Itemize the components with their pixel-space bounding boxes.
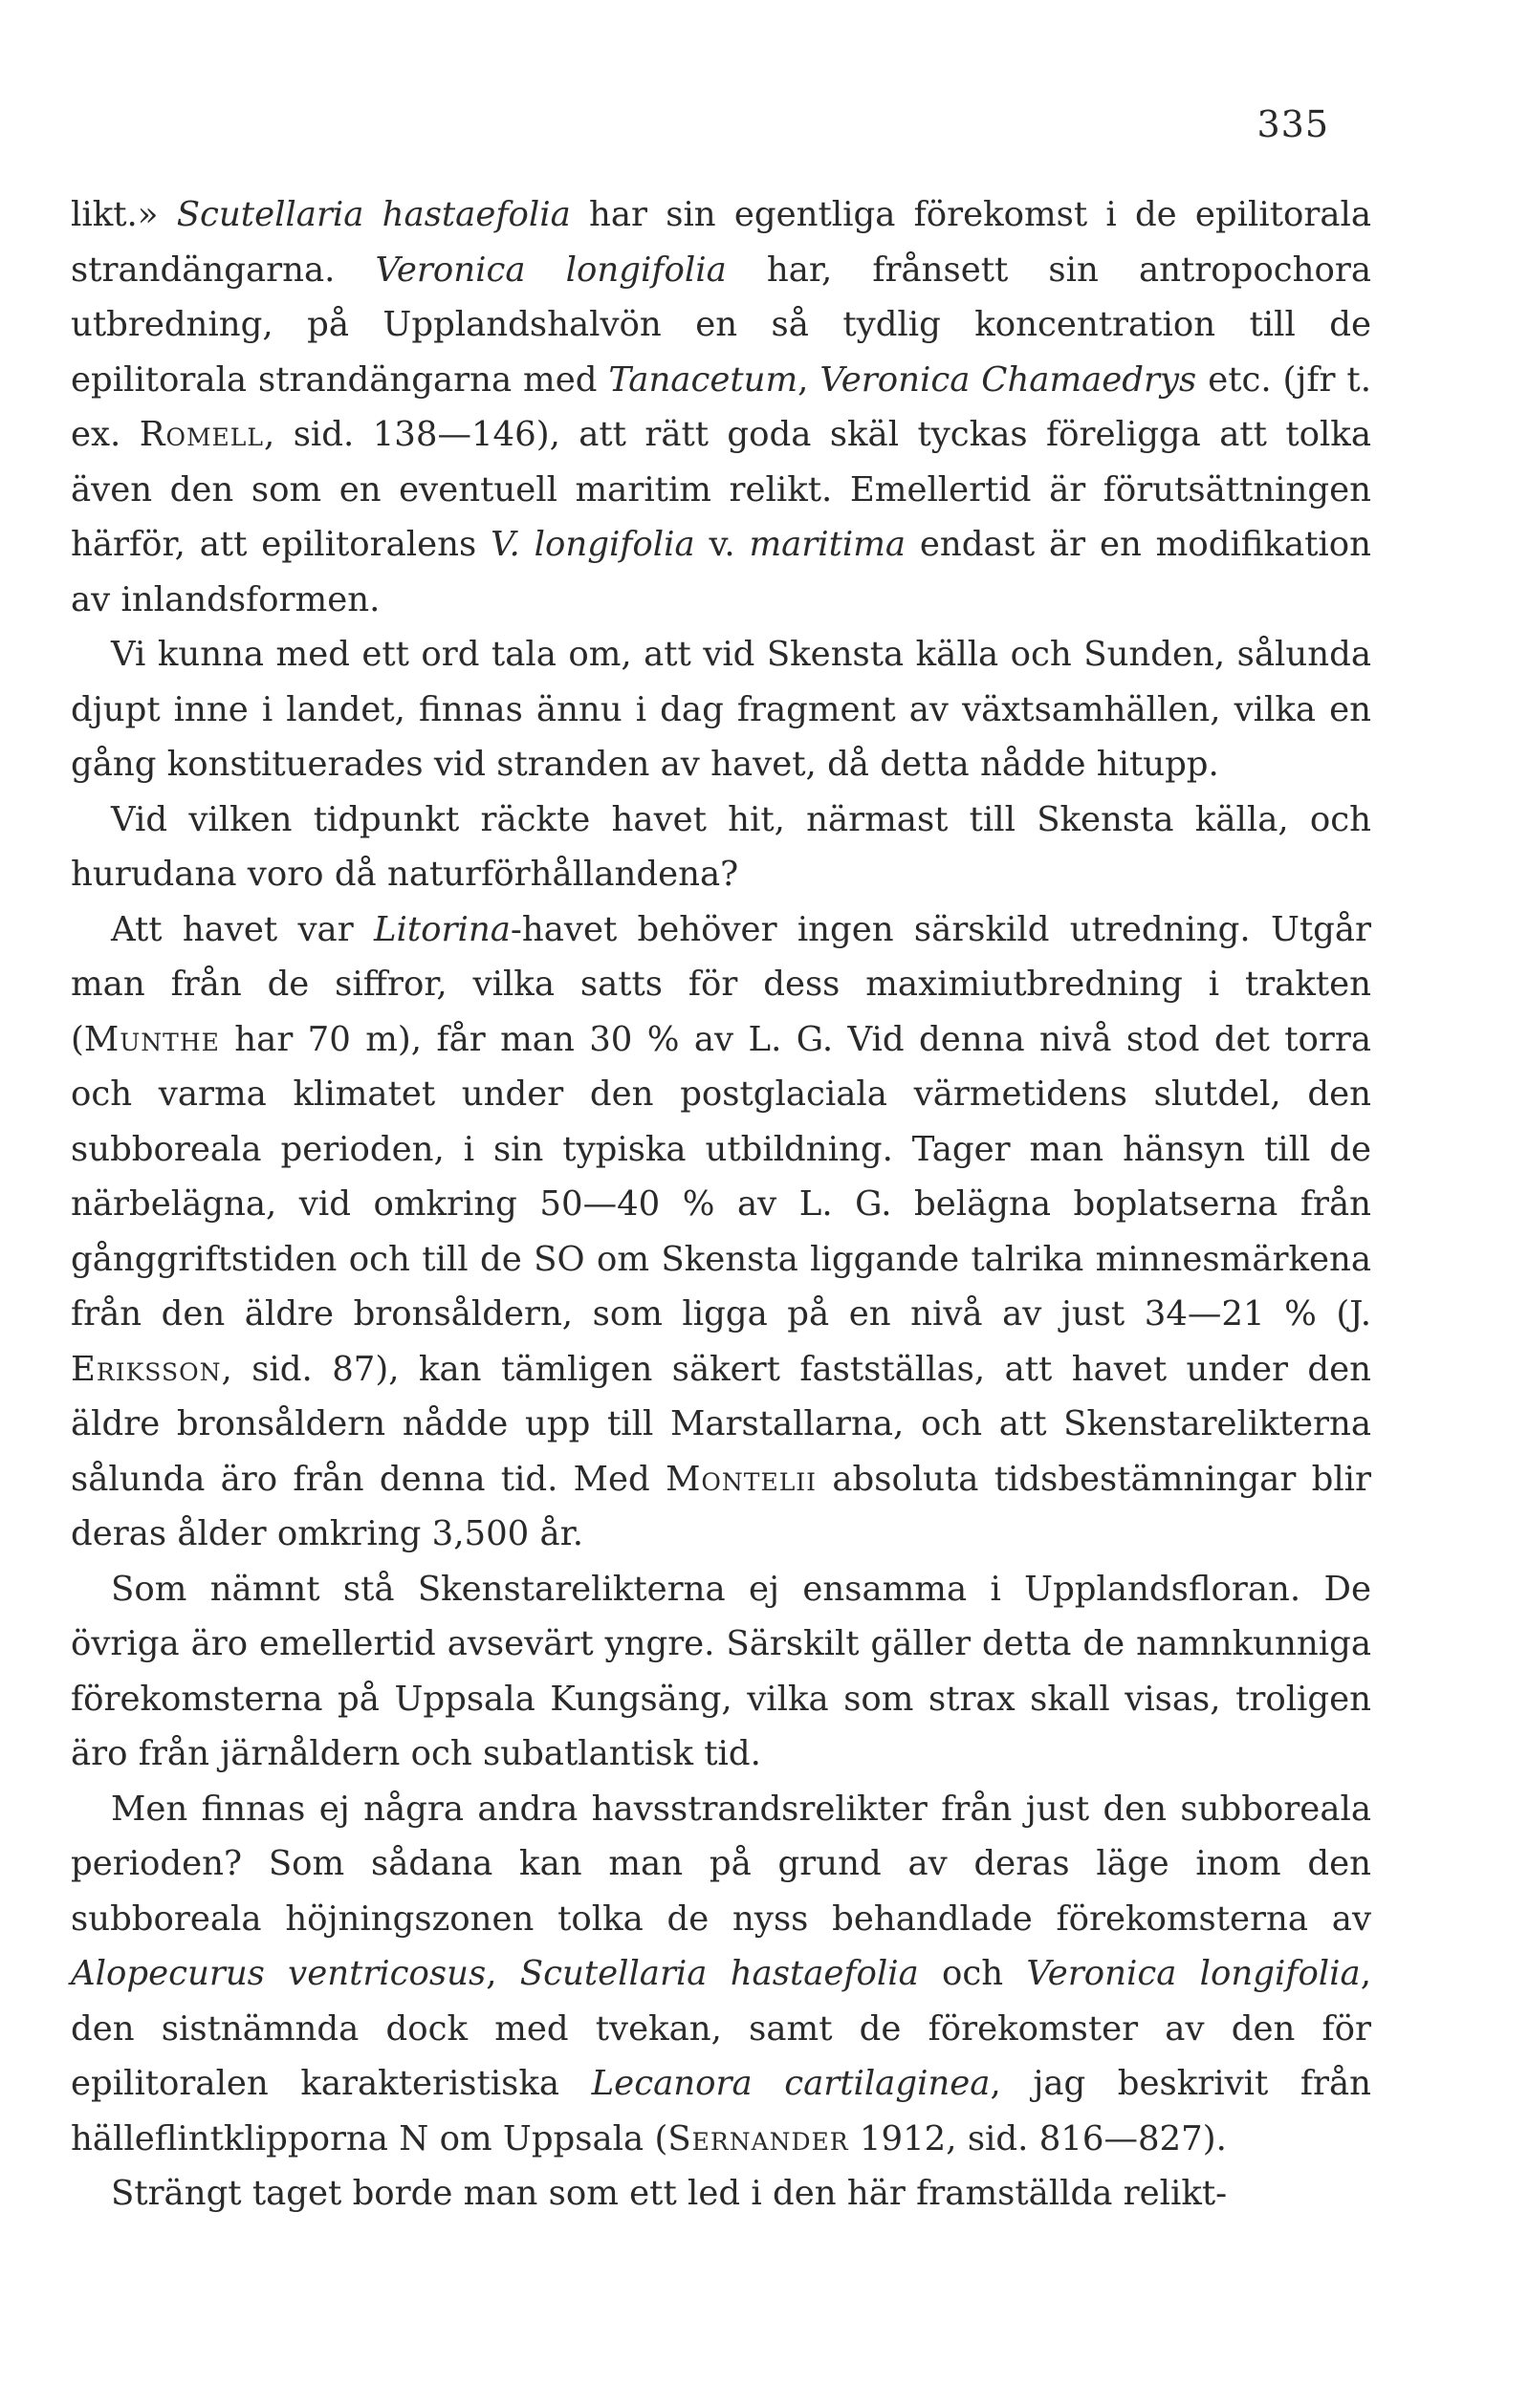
italic-term: maritima [749,525,906,564]
text-run: , den sistnämnda dock med tvekan, samt de förekomster av den för epilitoralen karakteristiska [71,1954,1371,2103]
paragraph [71,792,1371,902]
italic-term: V. longifolia [491,525,695,564]
text-run: 1912, sid. 816—827). [848,2118,1227,2159]
paragraph [71,187,1371,627]
text-run: Strängt taget borde man som ett led i den här framställda relikt- [111,2174,1228,2213]
author-name: Romell [139,415,265,454]
text-run: , jag beskrivit från hälleflintklipporna N om Uppsala ( [71,2064,1371,2159]
text-run: -havet behöver ingen särskild utredning. Utgår man från de siffror, vilka satts för dess maximiutbredning i trakten ( [71,909,1371,1059]
italic-term: Litorina [373,909,511,949]
paragraph [71,2166,1371,2222]
text-run: etc. (jfr t. ex. [71,359,1371,454]
paragraph [71,1782,1371,2167]
italic-term: Veronica longifolia [375,249,727,290]
author-name: Eriksson [71,1349,222,1389]
text-run: Men finnas ej några andra havsstrandsrelikter från just den subboreala perioden? Som sådana kan man på grund av deras läge inom den subboreala höjningszonen tolka de nyss behandlade förekomsterna av [71,1789,1371,1939]
text-run: , [797,359,820,400]
text-run: v. [694,525,750,564]
paragraph [71,902,1371,1562]
text-run: , [486,1954,520,1993]
text-run: Vi kunna med ett ord tala om, att vid Skensta källa och Sunden, sålunda djupt inne i landet, finnas ännu i dag fragment av växtsamhällen, vilka en gång konstituerades vid stranden av havet, då detta nådde hitupp. [71,635,1371,784]
author-name: Montelii [666,1459,818,1499]
text-run: Vid vilken tidpunkt räckte havet hit, närmast till Skensta källa, och hurudana voro då naturförhållandena? [71,799,1371,894]
text-run: , sid. 87), kan tämligen säkert fastställas, att havet under den äldre bronsåldern nådde upp till Marstallarna, och att Skenstarelikterna sålunda äro från denna tid. Med [71,1349,1371,1499]
text-run: har sin egentliga förekomst i de epilitorala strandängarna. [71,195,1371,290]
text-run: och [918,1954,1027,1993]
text-run: absoluta tidsbestämningar blir deras ålder omkring 3,500 år. [71,1459,1371,1553]
italic-term: Veronica Chamaedrys [819,359,1197,400]
paragraph [71,627,1371,792]
italic-term: Alopecurus ventricosus [71,1954,487,1993]
italic-term: Tanacetum [608,359,798,400]
author-name: Munthe [83,1019,220,1059]
text-run: endast är en modifikation av inlandsformen. [71,525,1371,619]
text-run: Som nämnt stå Skenstarelikterna ej ensamma i Upplandsfloran. De övriga äro emellertid avsevärt yngre. Särskilt gäller detta de namnkunniga förekomsterna på Uppsala Kungsäng, vilka som strax skall visas, troligen äro från järnåldern och subatlantisk tid. [71,1569,1371,1773]
italic-term: Scutellaria hastaefolia [519,1954,919,1993]
italic-term: Scutellaria hastaefolia [176,195,571,234]
page-number: 335 [1256,103,1329,145]
italic-term: Veronica longifolia [1026,1954,1361,1993]
paragraph [71,1562,1371,1782]
italic-term: Lecanora cartilaginea [591,2064,991,2103]
text-run: , sid. 138—146), att rätt goda skäl tyckas föreligga att tolka även den som en eventuell maritim relikt. Emellertid är förutsättningen härför, att epilitoralens [71,415,1371,564]
text-run: Att havet var [111,909,374,949]
text-run: har, frånsett sin antropochora utbredning, på Upplandshalvön en så tydlig koncentration till de epilitorala strandängarna med [71,249,1371,400]
text-run: har 70 m), får man 30 % av L. G. Vid denna nivå stod det torra och varma klimatet under den postglaciala värmetidens slutdel, den subboreala perioden, i sin typiska utbildning. Tager man hänsyn till de närbelägna, vid omkring 50—40 % av L. G. belägna boplatserna från gånggriftstiden och till de SO om Skensta liggande talrika minnesmärkena från den äldre bronsåldern, som ligga på en nivå av just 34—21 % (J. [71,1019,1371,1334]
body-text [71,187,1371,2222]
text-run: likt.» [71,195,177,234]
author-name: Sernander [667,2118,849,2159]
